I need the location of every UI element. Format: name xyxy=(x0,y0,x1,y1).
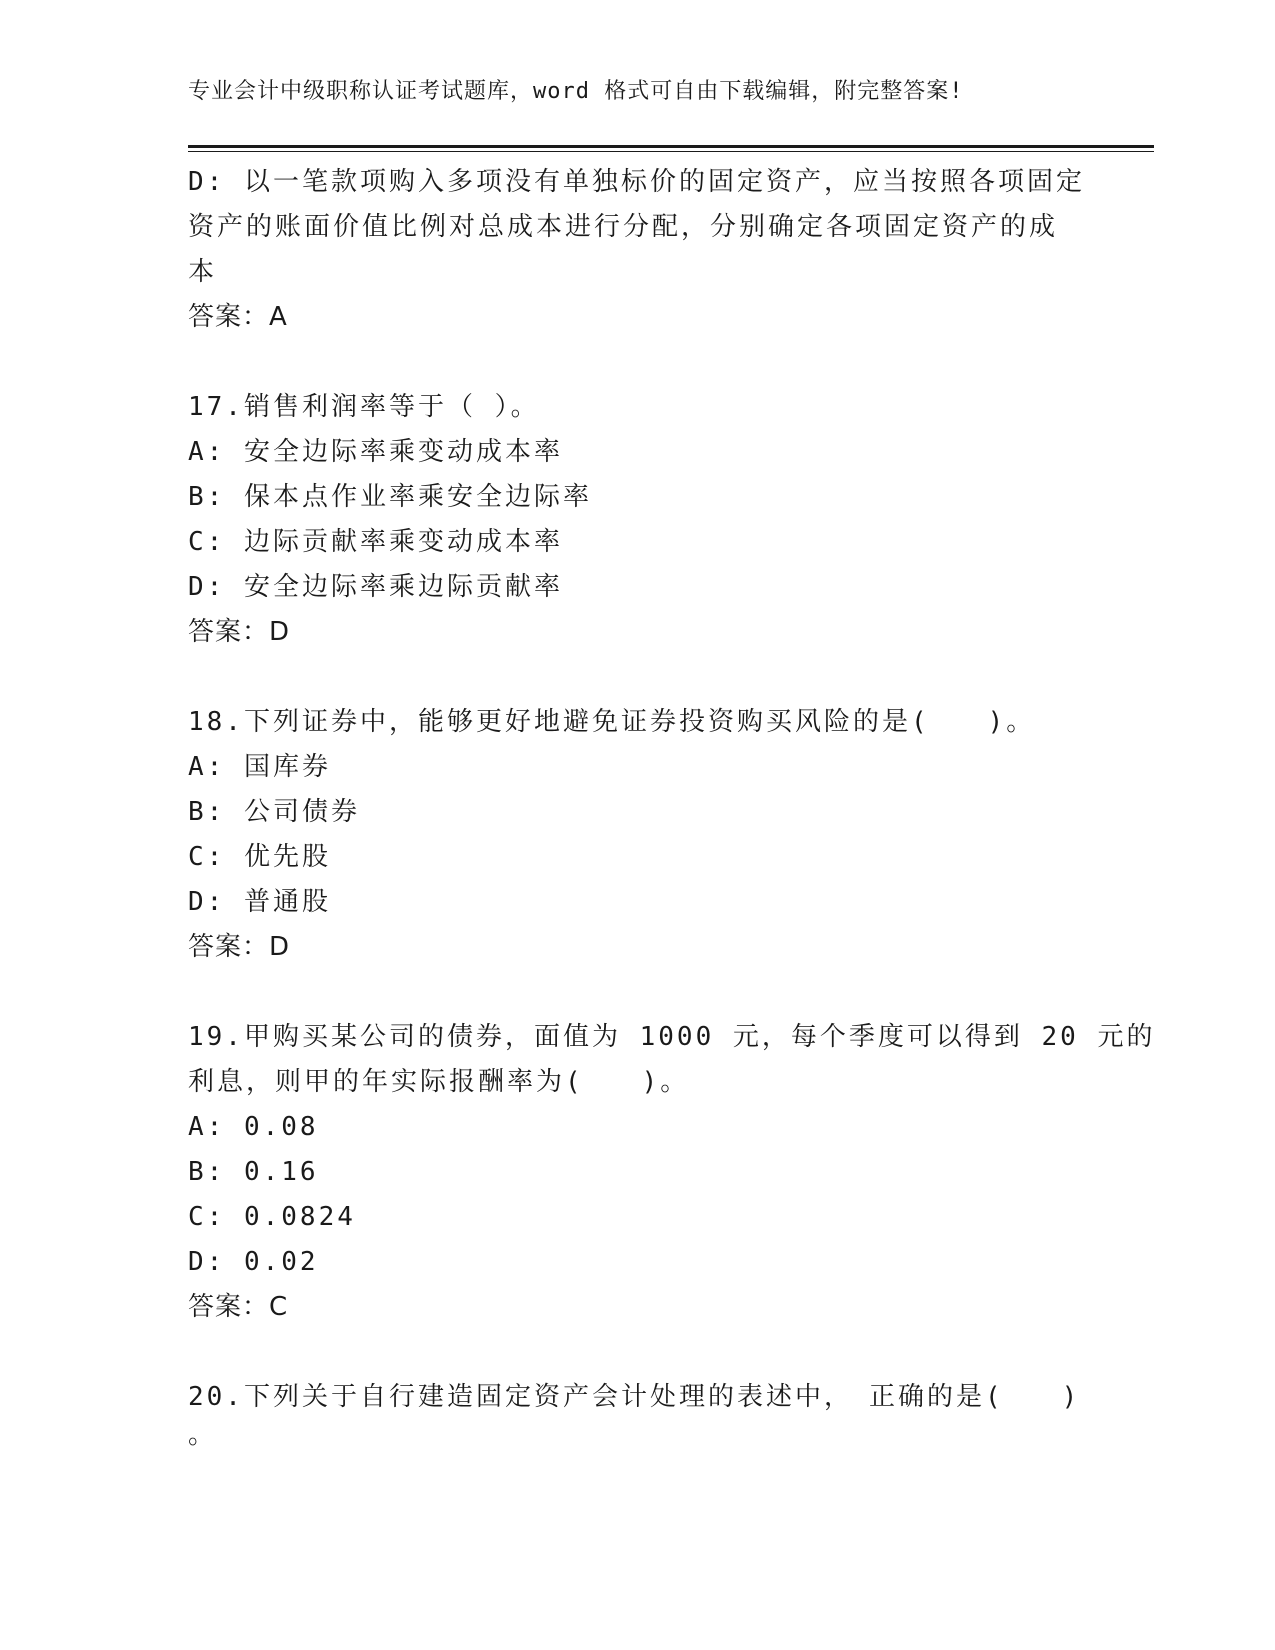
option-c: C: 0.0824 xyxy=(188,1202,356,1232)
question-stem: 18.下列证券中，能够更好地避免证券投资购买风险的是( )。 xyxy=(188,707,1036,737)
question-stem-trailing: 。 xyxy=(188,1420,215,1450)
option-d: D: 普通股 xyxy=(188,887,331,917)
option-c: C: 优先股 xyxy=(188,842,331,872)
option-d-line: D: 以一笔款项购入多项没有单独标价的固定资产，应当按照各项固定 xyxy=(188,167,1085,197)
header-divider-thick xyxy=(188,145,1154,148)
answer-line: 答案：A xyxy=(188,302,288,332)
option-a: A: 0.08 xyxy=(188,1112,319,1142)
spacer xyxy=(188,340,1088,385)
answer-line: 答案：D xyxy=(188,932,291,962)
question-18 xyxy=(188,700,1088,970)
option-a: A: 国库券 xyxy=(188,752,331,782)
answer-line: 答案：D xyxy=(188,617,291,647)
question-17 xyxy=(188,385,1088,655)
option-d: D: 0.02 xyxy=(188,1247,319,1277)
option-d-line: 资产的账面价值比例对总成本进行分配，分别确定各项固定资产的成 xyxy=(188,212,1059,242)
spacer xyxy=(188,970,1088,1015)
header-divider-thin xyxy=(188,151,1154,152)
question-list xyxy=(188,160,1156,1450)
spacer xyxy=(188,655,1088,700)
page-header-title: 专业会计中级职称认证考试题库，word 格式可自由下载编辑，附完整答案! xyxy=(188,79,964,104)
question-stem: 20.下列关于自行建造固定资产会计处理的表述中， 正确的是( ) xyxy=(188,1382,1081,1412)
spacer xyxy=(188,1330,1088,1375)
question-19 xyxy=(188,1015,1156,1330)
answer-line: 答案：C xyxy=(188,1292,289,1322)
question-16-continuation xyxy=(188,160,1088,340)
question-stem: 19.甲购买某公司的债券，面值为 1000 元，每个季度可以得到 20 元的 xyxy=(188,1022,1156,1052)
option-d: D: 安全边际率乘边际贡献率 xyxy=(188,572,563,602)
question-stem: 利息，则甲的年实际报酬率为( )。 xyxy=(188,1067,690,1097)
option-c: C: 边际贡献率乘变动成本率 xyxy=(188,527,563,557)
option-d-line: 本 xyxy=(188,257,218,287)
option-b: B: 公司债券 xyxy=(188,797,360,827)
option-a: A: 安全边际率乘变动成本率 xyxy=(188,437,563,467)
option-b: B: 0.16 xyxy=(188,1157,319,1187)
question-stem: 17.销售利润率等于（ ）。 xyxy=(188,392,540,422)
option-b: B: 保本点作业率乘安全边际率 xyxy=(188,482,592,512)
question-20 xyxy=(188,1375,1088,1450)
